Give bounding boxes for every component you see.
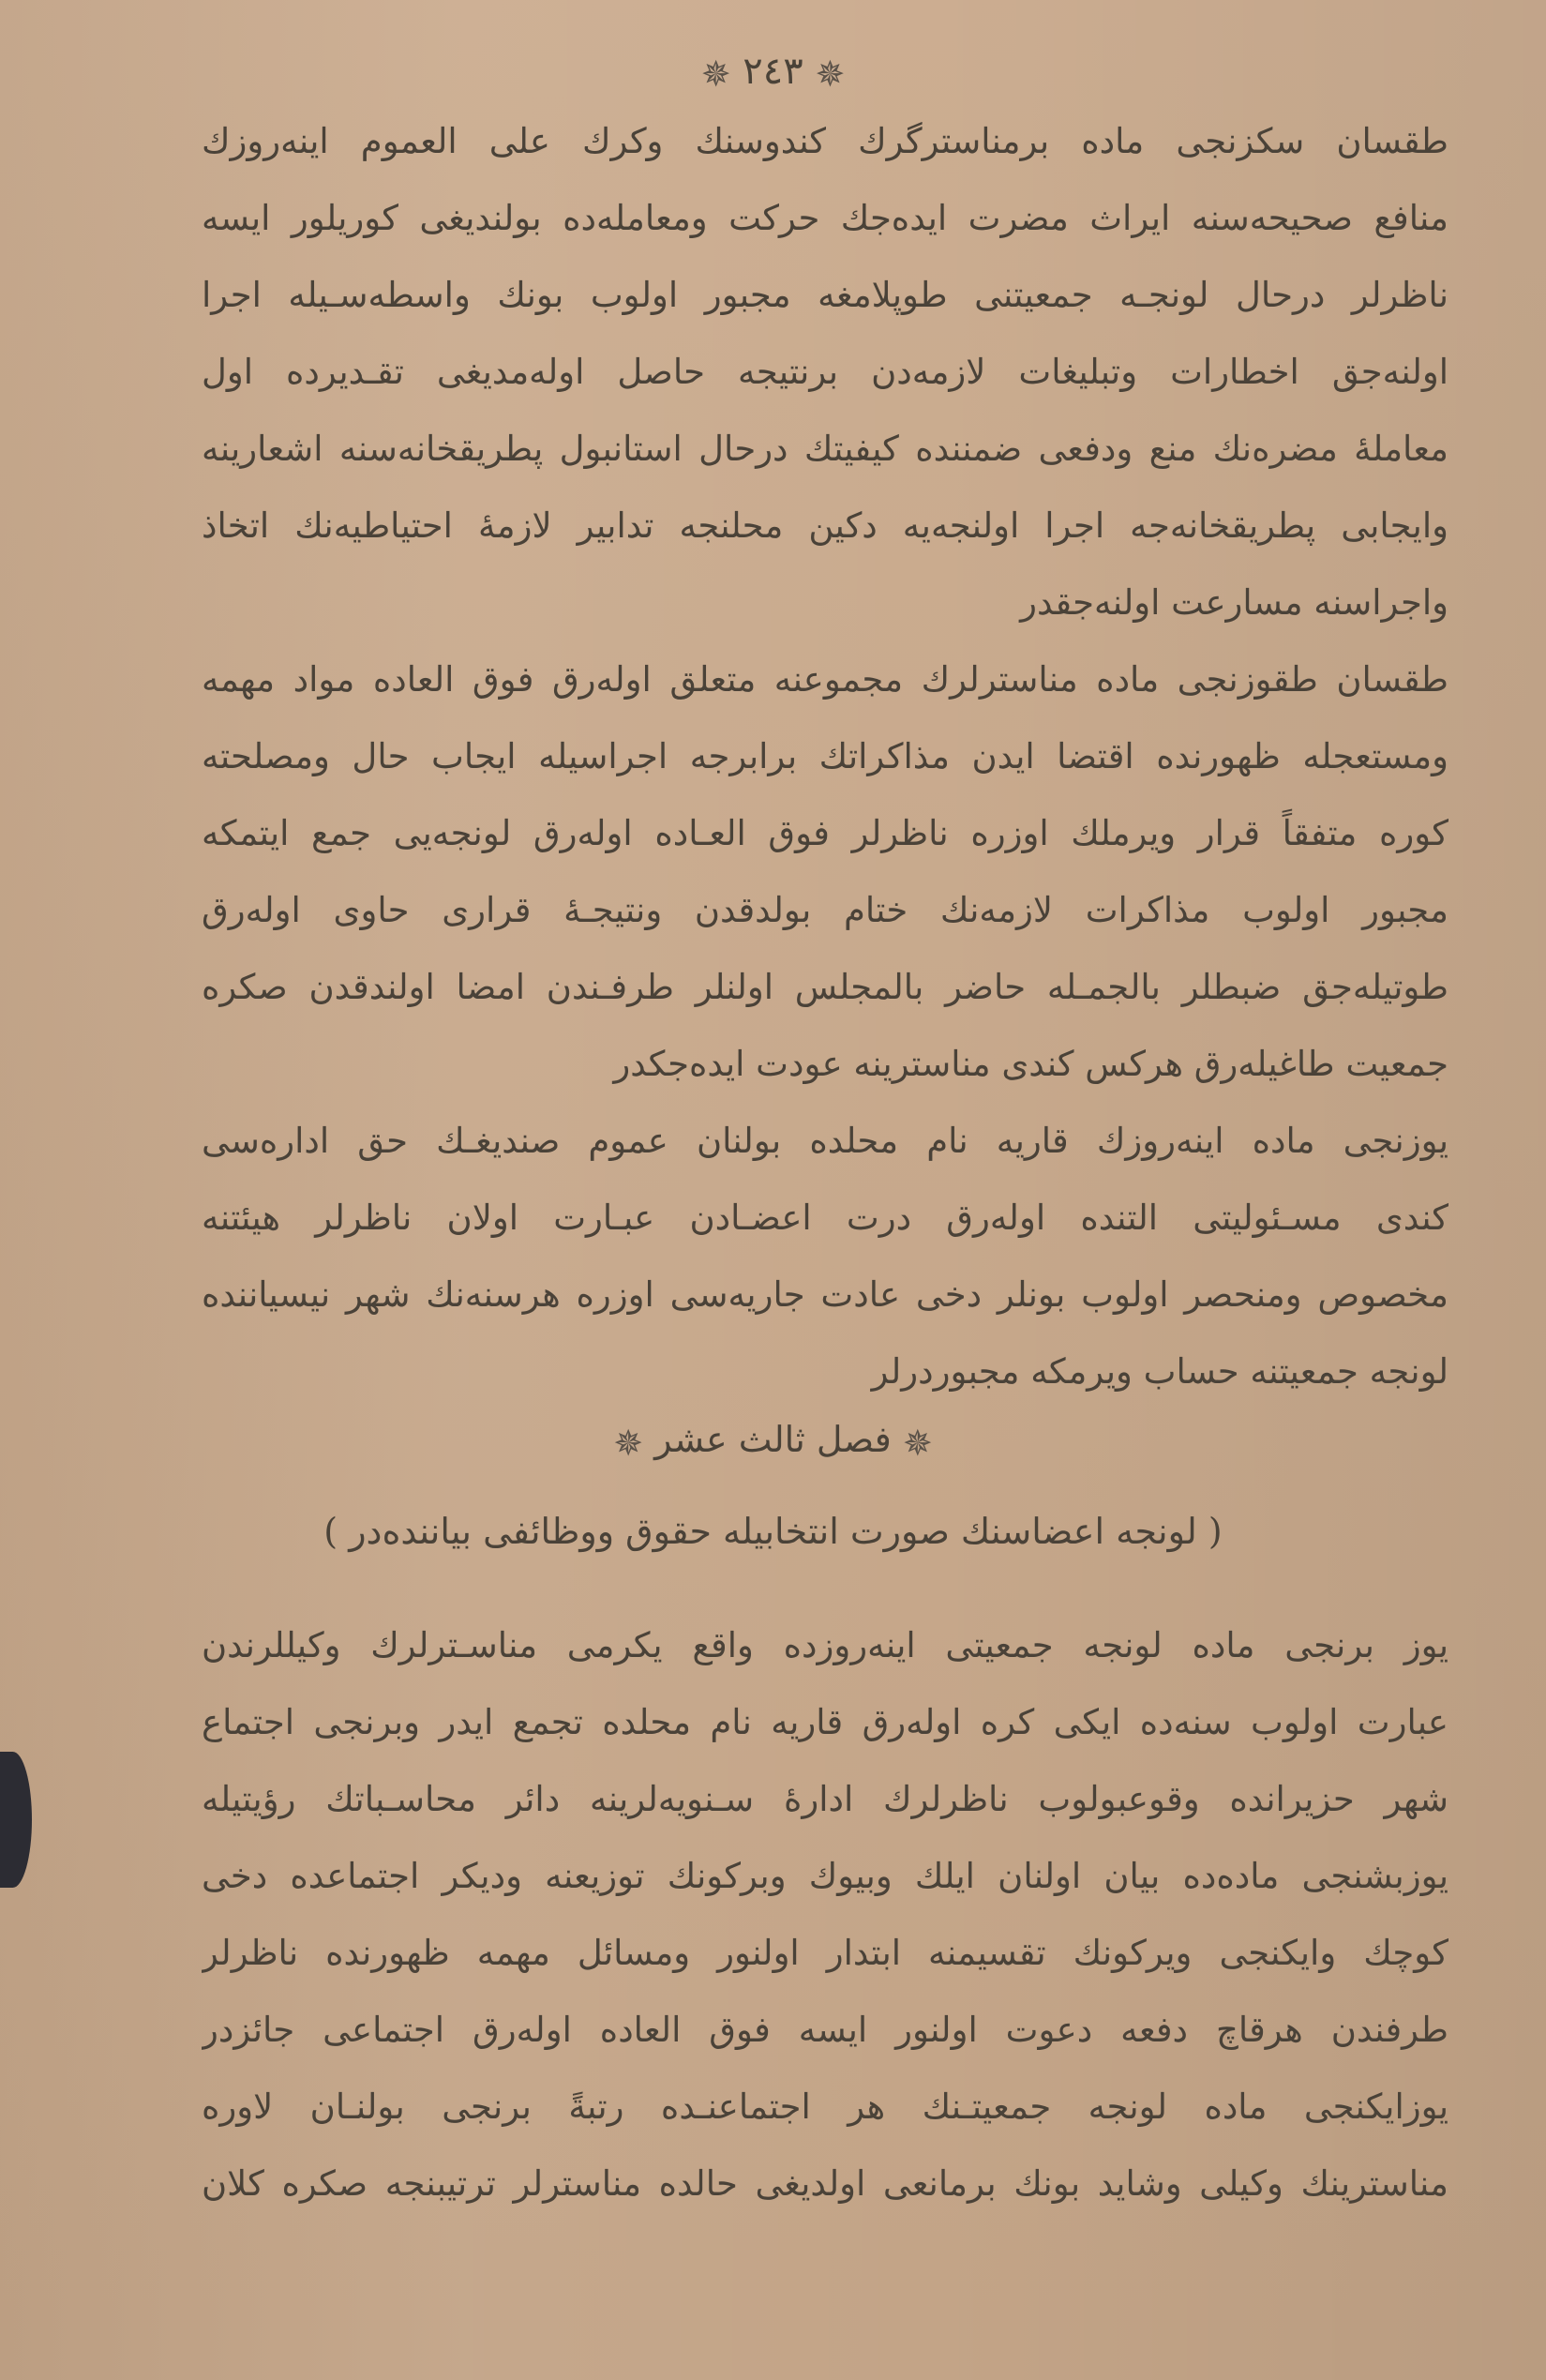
text-line: معامله‌ٔ مضره‌نك منع ودفعى ضمننده كيفيتك درحال استانبول پطريقخانه‌سنه اشعارينه	[202, 429, 1448, 469]
star-ornament-icon: ✵	[902, 1422, 933, 1464]
section-heading	[0, 1407, 1546, 1476]
text-line: لونجه جمعيتنه حساب ويرمكه مجبوردرلر	[871, 1351, 1448, 1392]
star-ornament-icon: ✵	[815, 53, 846, 95]
article-98	[202, 103, 1448, 641]
text-line: ومستعجله ظهورنده اقتضا ايدن مذاكراتك برابرجه اجراسيله ايجاب حال ومصلحته	[202, 736, 1448, 776]
section-heading-text: فصل ثالث عشر	[654, 1419, 892, 1460]
text-line: مناسترينك وكيلى وشايد بونك برمانعى اولديغى حالده مناسترلر ترتيبنجه صكره كلان	[202, 2163, 1448, 2204]
text-line: مخصوص ومنحصر اولوب بونلر دخى عادت جاريه‌سى اوزره هرسنه‌نك شهر نيسياننده	[202, 1274, 1448, 1315]
text-line: منافع صحيحه‌سنه ايراث مضرت ايده‌جك حركت ومعامله‌ده بولنديغى كوريلور ايسه	[202, 198, 1448, 238]
text-line: طقسان طقوزنجى ماده مناسترلرك مجموعنه متعلق اوله‌رق فوق العاده مواد مهمه	[202, 659, 1448, 700]
text-line: كوچك وايكنجى ويركونك تقسيمنه ابتدار اولنور ومسائل مهمه ظهورنده ناظرلر	[202, 1933, 1448, 1973]
text-line: وايجابى پطريقخانه‌جه اجرا اولنجه‌يه دكين محلنجه تدابير لازمهٔ احتياطيه‌نك اتخاذ	[202, 505, 1448, 546]
text-line: واجراسنه مسارعت اولنه‌جقدر	[1020, 582, 1448, 623]
text-line: يوزنجى ماده اينه‌روزك قاريه نام محلده بولنان عموم صنديغـك حق اداره‌سى	[202, 1121, 1448, 1161]
binding-stain	[0, 1752, 32, 1888]
star-ornament-icon: ✵	[613, 1422, 644, 1464]
text-line: طرفندن هرقاچ دفعه دعوت اولنور ايسه فوق العاده اوله‌رق اجتماعى جائزدر	[202, 2010, 1448, 2050]
text-line: عبارت اولوب سنه‌ده ايكى كره اوله‌رق قاريه نام محلده تجمع ايدر وبرنجى اجتماع	[202, 1702, 1448, 1742]
text-line: اولنه‌جق اخطارات وتبليغات لازمه‌دن برنتيجه حاصل اوله‌مديغى تقـديرده اول	[202, 352, 1448, 392]
star-ornament-icon: ✵	[700, 53, 731, 95]
section-subtitle: ( لونجه اعضاسنك صورت انتخابيله حقوق ووظائفى بياننده‌در )	[323, 1511, 1223, 1552]
text-line: يوز برنجى ماده لونجه جمعيتى اينه‌روزده واقع يكرمى مناسـترلرك وكيللرندن	[202, 1625, 1448, 1665]
article-100	[202, 1103, 1448, 1410]
text-line: ناظرلر درحال لونجـه جمعيتنى طوپلامغه مجبور اولوب بونك واسطه‌سـيله اجرا	[202, 275, 1448, 315]
text-line: مجبور اولوب مذاكرات لازمه‌نك ختام بولدقدن ونتيجـهٔ قرارى حاوى اوله‌رق	[202, 890, 1448, 930]
text-line: كوره متفقاً قرار ويرملك اوزره ناظرلر فوق العـاده اوله‌رق لونجه‌يى جمع ايتمكه	[202, 813, 1448, 853]
article-99	[202, 641, 1448, 1103]
text-line: طوتيله‌جق ضبطلر بالجمـله حاضر بالمجلس اولنلر طرفـندن امضا اولندقدن صكره	[202, 967, 1448, 1007]
text-line: كندى مسـئوليتى التنده اوله‌رق درت اعضـادن عبـارت اولان ناظرلر هيئتنه	[202, 1198, 1448, 1238]
page-number-text: ٢٤٣	[743, 50, 803, 93]
text-line: يوزايكنجى ماده لونجه جمعيتـنك هر اجتماعنـده رتبةً برنجى بولنـان لاوره	[202, 2086, 1448, 2127]
page-number	[0, 43, 1546, 102]
article-101-102	[202, 1607, 1448, 2222]
text-line: شهر حزيرانده وقوعبولوب ناظرلرك ادارهٔ سـنويه‌لرينه دائر محاسـباتك رؤيتيله	[202, 1779, 1448, 1819]
text-line: طقسان سكزنجى ماده برمناسترگرك كندوسنك وكرك على العموم اينه‌روزك	[202, 121, 1448, 161]
text-line: جمعيت طاغيله‌رق هركس كندى مناسترينه عودت ايده‌جكدر	[613, 1044, 1448, 1084]
text-line: يوزبشنجى ماده‌ده بيان اولنان ايلك وبيوك وبركونك توزيعنه وديكر اجتماعده دخى	[202, 1856, 1448, 1896]
